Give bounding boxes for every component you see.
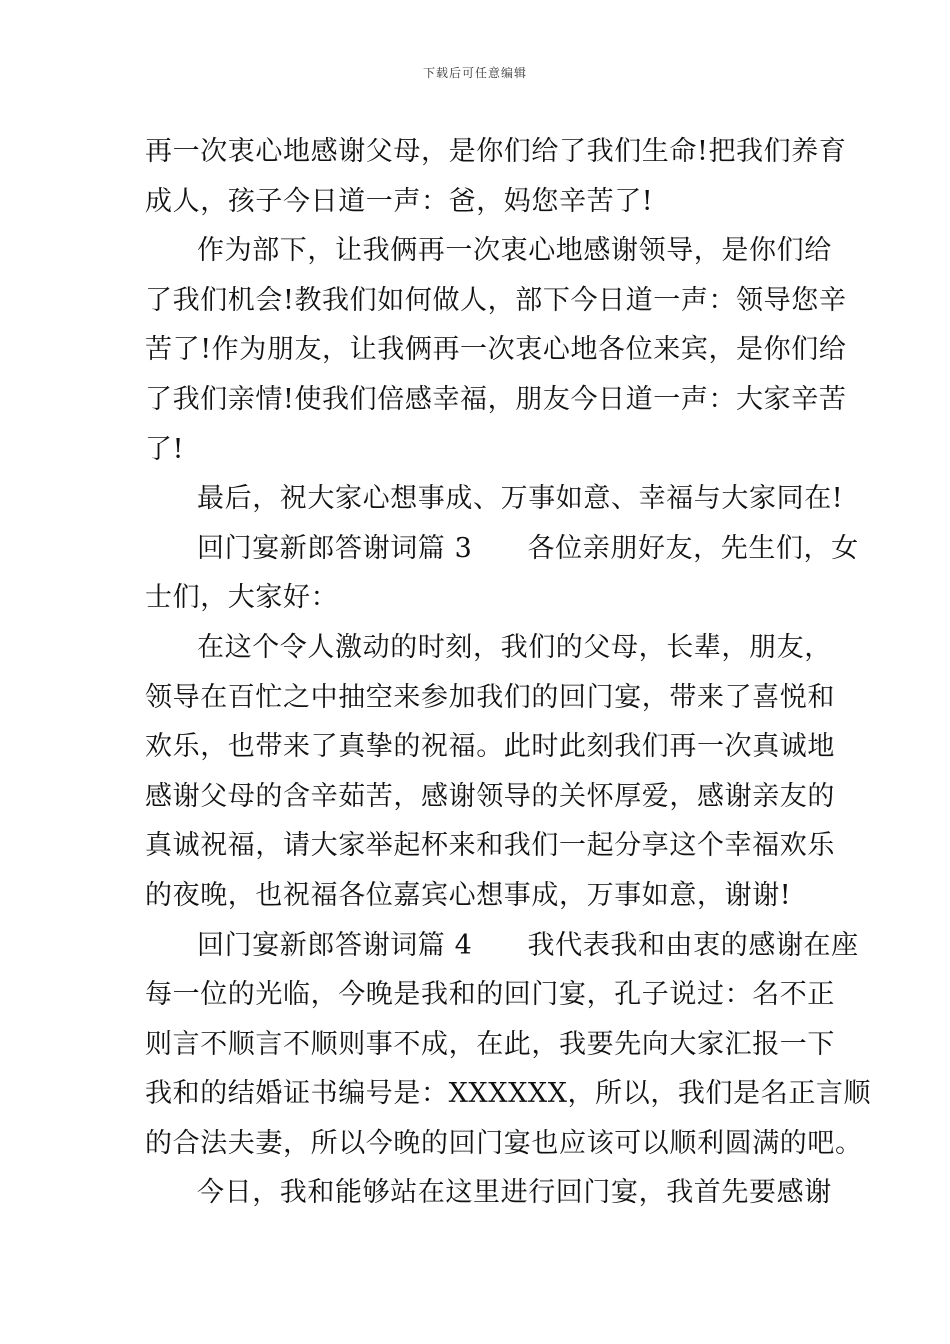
text-line: 再一次衷心地感谢父母，是你们给了我们生命!把我们养育: [145, 136, 847, 167]
text-line: 在这个令人激动的时刻，我们的父母，长辈，朋友，: [197, 631, 832, 663]
text-line: 士们，大家好：: [145, 582, 339, 614]
text-line: 真诚祝福，请大家举起杯来和我们一起分享这个幸福欢乐: [145, 830, 835, 862]
text-line: 今日，我和能够站在这里进行回门宴，我首先要感谢: [197, 1177, 832, 1209]
text-line: 每一位的光临，今晚是我和的回门宴，孔子说过：名不正: [145, 979, 835, 1011]
text-line: 最后，祝大家心想事成、万事如意、幸福与大家同在!: [197, 483, 844, 515]
section-heading-line: 回门宴新郎答谢词篇 4 我代表我和由衷的感谢在座: [197, 929, 859, 961]
text-line: 了我们亲情!使我们倍感幸福，朋友今日道一声：大家辛苦: [145, 383, 847, 415]
text-line: 领导在百忙之中抽空来参加我们的回门宴，带来了喜悦和: [145, 681, 835, 713]
text-line: 则言不顺言不顺则事不成，在此，我要先向大家汇报一下: [145, 1028, 835, 1060]
text-line: 苦了!作为朋友，让我俩再一次衷心地各位来宾，是你们给: [145, 334, 847, 366]
text-line: 我和的结婚证书编号是：XXXXXX，所以，我们是名正言顺: [145, 1078, 872, 1110]
text-line: 的合法夫妻，所以今晚的回门宴也应该可以顺利圆满的吧。: [145, 1127, 863, 1159]
text-line: 了我们机会!教我们如何做人，部下今日道一声：领导您辛: [145, 284, 847, 316]
text-line: 感谢父母的含辛茹苦，感谢领导的关怀厚爱，感谢亲友的: [145, 780, 835, 812]
text-line: 作为部下，让我俩再一次衷心地感谢领导，是你们给: [197, 235, 832, 267]
text-line: 的夜晚，也祝福各位嘉宾心想事成，万事如意，谢谢!: [145, 879, 792, 911]
text-line: 欢乐，也带来了真挚的祝福。此时此刻我们再一次真诚地: [145, 731, 835, 763]
page-header: 下载后可任意编辑: [422, 66, 527, 80]
text-line: 了!: [145, 433, 185, 465]
document-body: [145, 127, 872, 1218]
text-line: 成人，孩子今日道一声：爸，妈您辛苦了!: [145, 185, 654, 217]
section-heading-line: 回门宴新郎答谢词篇 3 各位亲朋好友，先生们，女: [197, 532, 859, 564]
